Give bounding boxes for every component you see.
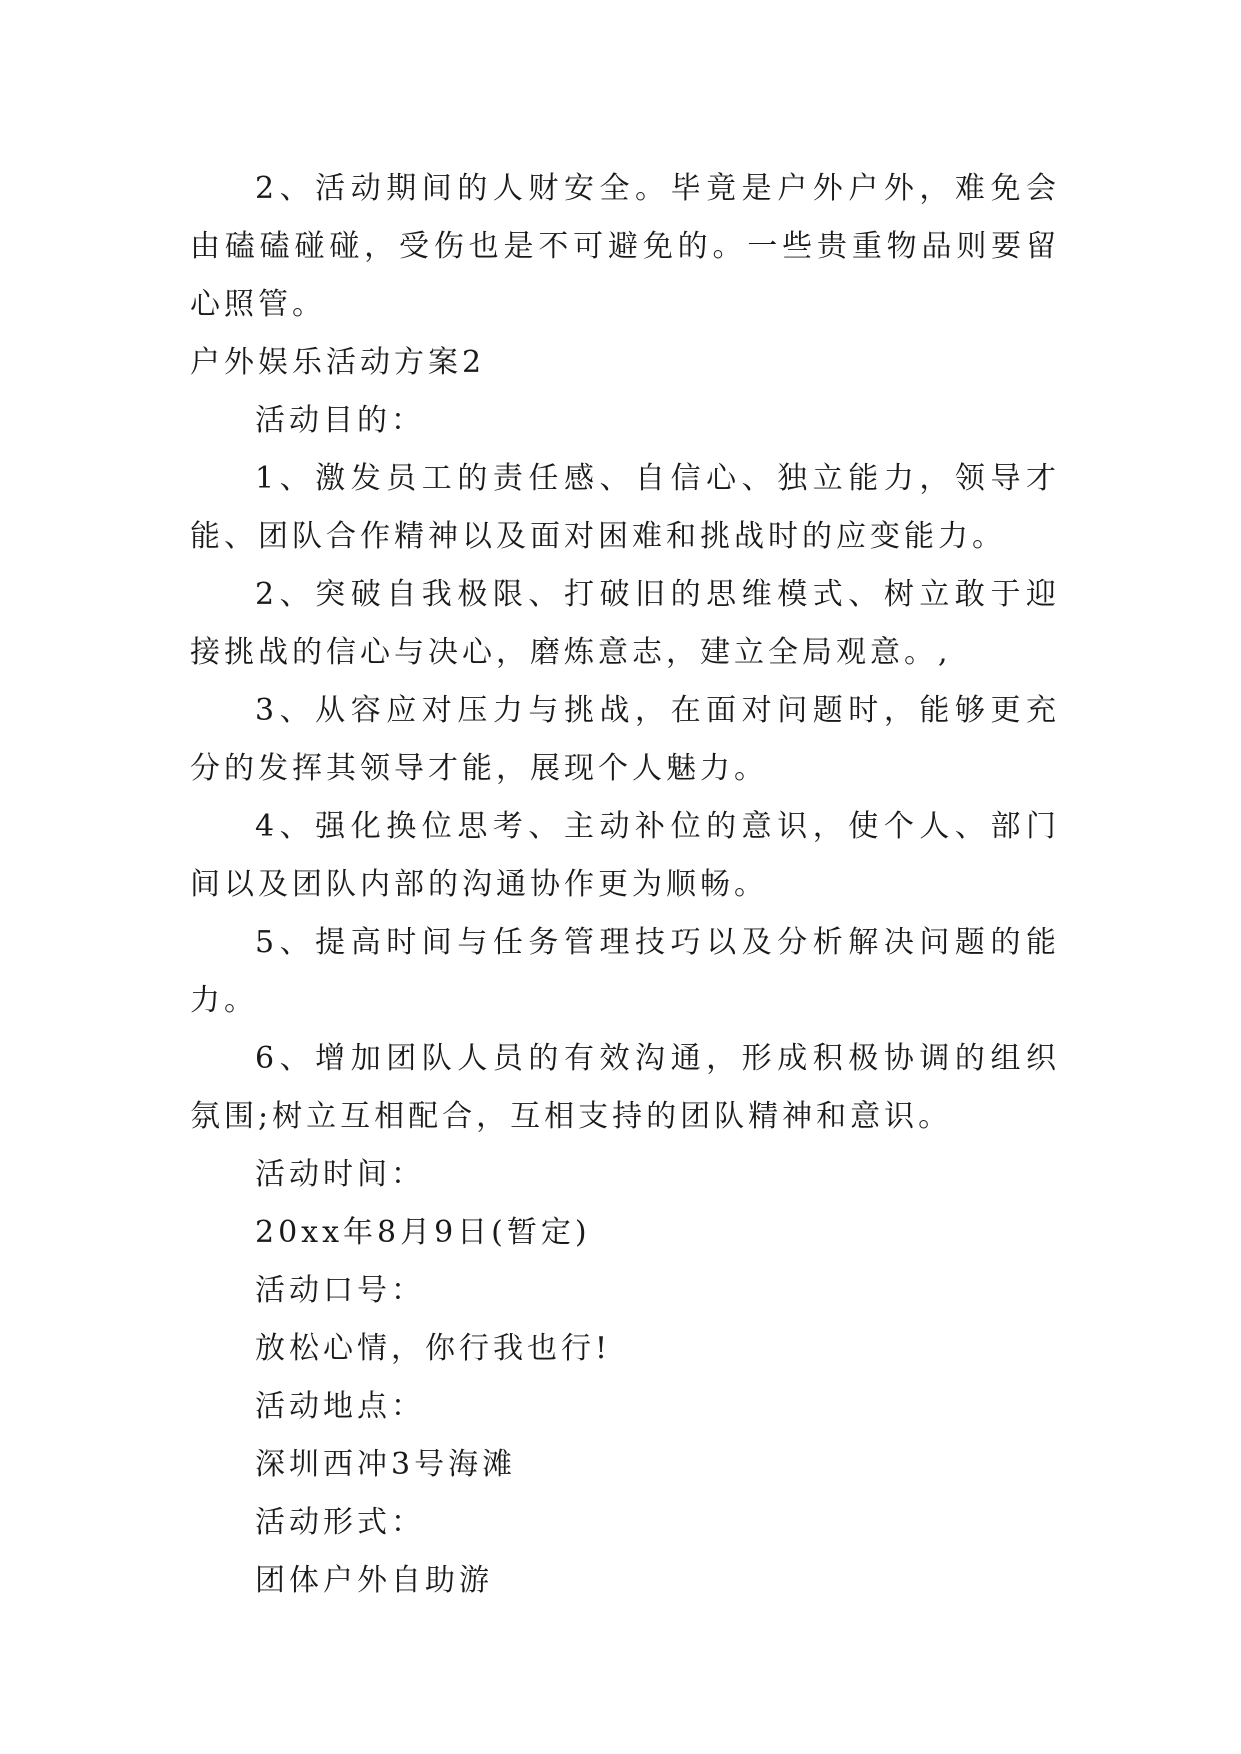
paragraph-purpose-3: 3、从容应对压力与挑战，在面对问题时，能够更充分的发挥其领导才能，展现个人魅力。: [190, 693, 1060, 786]
paragraph-time-value: 20xx年8月9日(暂定): [255, 1215, 591, 1250]
paragraph-slogan-label: 活动口号：: [255, 1273, 425, 1308]
paragraph-purpose-2: 2、突破自我极限、打破旧的思维模式、树立敢于迎接挑战的信心与决心，磨炼意志，建立全局观意。,: [190, 577, 1060, 670]
paragraph-time-label: 活动时间：: [255, 1157, 425, 1192]
paragraph-purpose-4: 4、强化换位思考、主动补位的意识，使个人、部门间以及团队内部的沟通协作更为顺畅。: [190, 809, 1060, 902]
paragraph-form-value: 团体户外自助游: [255, 1563, 493, 1598]
document-body: [190, 160, 1060, 1610]
paragraph-slogan-value: 放松心情，你行我也行!: [255, 1331, 612, 1366]
paragraph-safety-note: 2、活动期间的人财安全。毕竟是户外户外，难免会由磕磕碰碰，受伤也是不可避免的。一些贵重物品则要留心照管。: [190, 171, 1060, 322]
paragraph-location-value: 深圳西冲3号海滩: [255, 1447, 517, 1482]
section-heading: 户外娱乐活动方案2: [190, 345, 486, 380]
paragraph-purpose-6: 6、增加团队人员的有效沟通，形成积极协调的组织氛围;树立互相配合，互相支持的团队精神和意识。: [190, 1041, 1060, 1134]
paragraph-purpose-label: 活动目的：: [255, 403, 425, 438]
paragraph-location-label: 活动地点：: [255, 1389, 425, 1424]
paragraph-purpose-5: 5、提高时间与任务管理技巧以及分析解决问题的能力。: [190, 925, 1060, 1018]
paragraph-purpose-1: 1、激发员工的责任感、自信心、独立能力，领导才能、团队合作精神以及面对困难和挑战时的应变能力。: [190, 461, 1060, 554]
paragraph-form-label: 活动形式：: [255, 1505, 425, 1540]
